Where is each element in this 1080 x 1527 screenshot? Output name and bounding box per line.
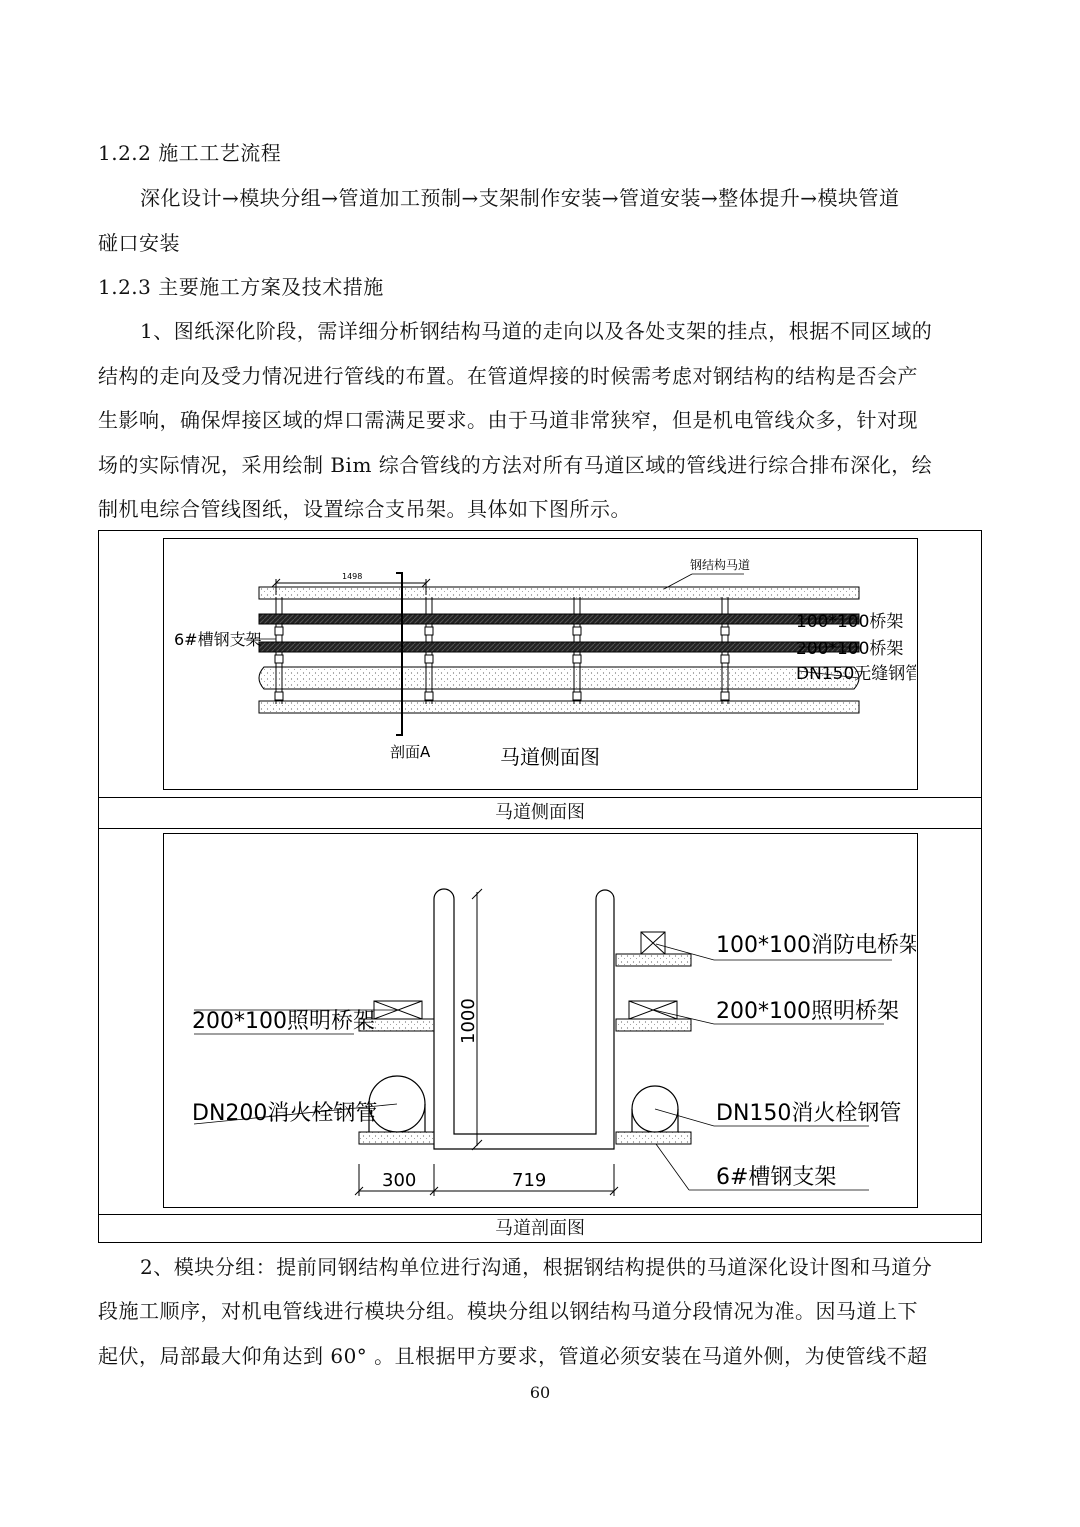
side-view-svg <box>164 539 916 788</box>
label-tray1: 100*100桥架 <box>796 612 904 632</box>
para2-line-1: 2、模块分组：提前同钢结构单位进行沟通，根据钢结构提供的马道深化设计图和马道分 <box>140 1255 933 1279</box>
page-number: 60 <box>529 1383 551 1402</box>
label-light-tray-left: 200*100照明桥架 <box>192 1009 375 1034</box>
label-channel-support: 6#槽钢支架 <box>716 1165 837 1190</box>
label-tray2: 200*100桥架 <box>796 639 904 659</box>
para1-line-5: 制机电综合管线图纸，设置综合支吊架。具体如下图所示。 <box>98 497 631 521</box>
dim-1498-text: 1498 <box>342 572 363 581</box>
caption-section-view: 马道剖面图 <box>495 1218 585 1239</box>
tray-100x100-bar <box>259 614 859 624</box>
side-view-drawing <box>163 538 918 790</box>
dim-height-text: 1000 <box>458 998 479 1044</box>
label-fire-tray: 100*100消防电桥架 <box>716 933 916 958</box>
dim-left-text: 300 <box>382 1170 417 1191</box>
row-separator-2 <box>99 828 981 829</box>
label-section-a: 剖面A <box>390 743 431 761</box>
row-separator-1 <box>99 797 981 798</box>
walkway-bottom-beam <box>259 701 859 713</box>
support-shelves <box>359 954 691 1144</box>
section-view-svg <box>164 834 916 1206</box>
label-support: 6#槽钢支架 <box>174 630 262 649</box>
para1-line-3: 生影响，确保焊接区域的焊口需满足要求。由于马道非常狭窄，但是机电管线众多，针对现 <box>98 408 918 432</box>
para2-line-3: 起伏，局部最大仰角达到 60° 。且根据甲方要求，管道必须安装在马道外侧，为使管线不超 <box>98 1344 928 1368</box>
section-heading-1-2-3: 1.2.3 主要施工方案及技术措施 <box>98 275 384 299</box>
para1-line-4: 场的实际情况，采用绘制 Bim 综合管线的方法对所有马道区域的管线进行综合排布深化，绘 <box>98 453 933 477</box>
label-side-title: 马道侧面图 <box>500 745 600 769</box>
section-heading-1-2-2: 1.2.2 施工工艺流程 <box>98 141 282 165</box>
dim-width-text: 719 <box>512 1170 547 1191</box>
flow-line-1: 深化设计→模块分组→管道加工预制→支架制作安装→管道安装→整体提升→模块管道 <box>140 186 900 210</box>
para2-line-2: 段施工顺序，对机电管线进行模块分组。模块分组以钢结构马道分段情况为准。因马道上下 <box>98 1299 918 1323</box>
label-light-tray-right: 200*100照明桥架 <box>716 999 899 1024</box>
flow-line-2: 碰口安装 <box>98 231 180 255</box>
walkway-top-beam <box>259 587 859 599</box>
caption-side-view: 马道侧面图 <box>495 802 585 823</box>
label-pipe: DN150无缝钢管 <box>796 664 916 684</box>
label-pipe-right: DN150消火栓钢管 <box>716 1101 902 1126</box>
dn150-pipe <box>259 667 859 689</box>
label-walkway: 钢结构马道 <box>690 558 751 572</box>
section-leaders <box>194 944 892 1190</box>
para1-line-1: 1、图纸深化阶段，需详细分析钢结构马道的走向以及各处支架的挂点，根据不同区域的 <box>140 319 933 343</box>
tray-200x100-bar <box>259 642 859 652</box>
tray-boxes <box>374 932 677 1019</box>
section-view-drawing <box>163 833 918 1208</box>
row-separator-3 <box>99 1214 981 1215</box>
figure-table <box>98 530 982 1243</box>
para1-line-2: 结构的走向及受力情况进行管线的布置。在管道焊接的时候需考虑对钢结构的结构是否会产 <box>98 364 918 388</box>
label-pipe-left: DN200消火栓钢管 <box>192 1101 378 1126</box>
dimension-lines <box>355 889 618 1196</box>
fire-pipes <box>369 1076 678 1132</box>
